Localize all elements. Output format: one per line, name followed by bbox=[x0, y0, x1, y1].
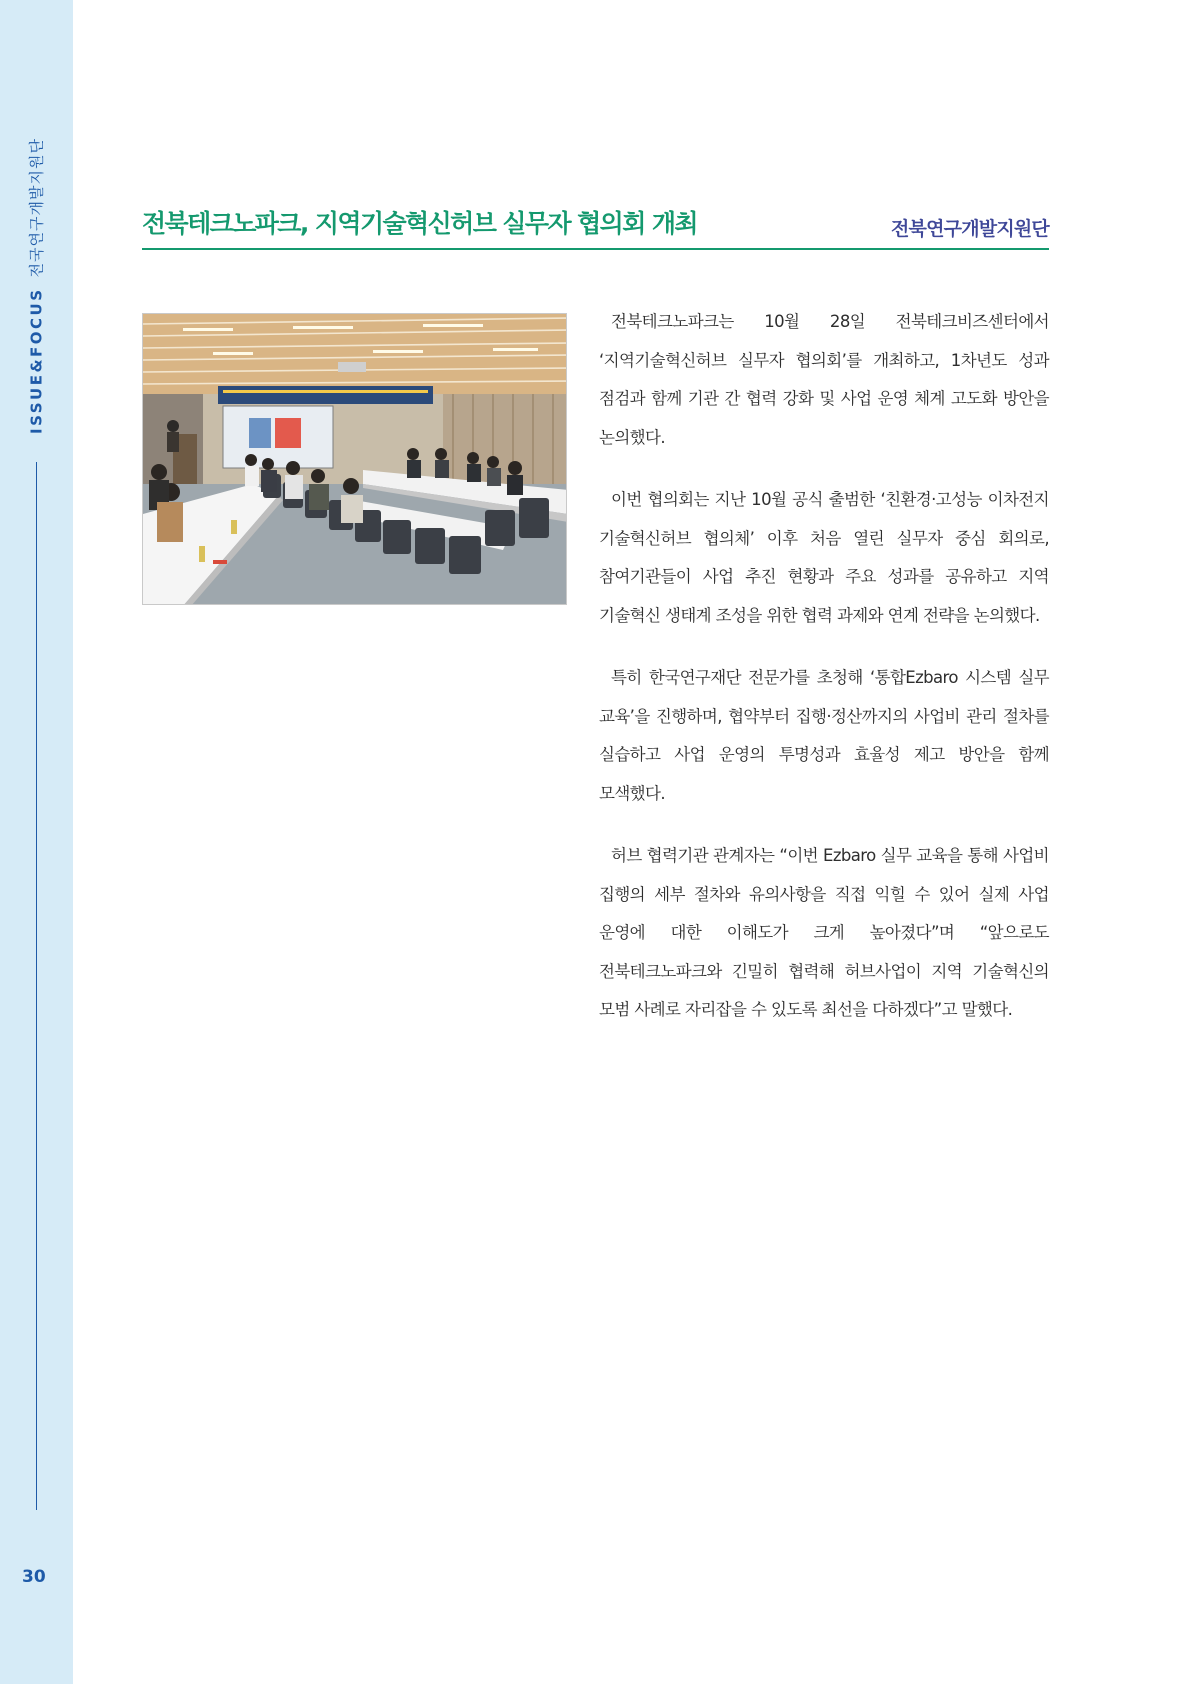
article-body bbox=[599, 303, 1049, 1054]
page-number: 30 bbox=[22, 1567, 46, 1587]
paragraph-3: 특히 한국연구재단 전문가를 초청해 ‘통합Ezbaro 시스템 실무 교육’을 진행하며, 협약부터 집행·정산까지의 사업비 관리 절차를 실습하고 사업 운영의 투명성과 효율성 제고 방안을 함께 모색했다. bbox=[599, 668, 1049, 803]
issue-focus-label: ISSUE&FOCUS bbox=[27, 287, 46, 434]
article-title: 전북테크노파크, 지역기술혁신허브 실무자 협의회 개최 bbox=[142, 209, 697, 238]
section-label bbox=[26, 138, 47, 434]
paragraph-1: 전북테크노파크는 10월 28일 전북테크비즈센터에서 ‘지역기술혁신허브 실무자 협의회’를 개최하고, 1차년도 성과 점검과 함께 기관 간 협력 강화 및 사업 운영 체계 고도화 방안을 논의했다. bbox=[599, 312, 1049, 447]
paragraph-4: 허브 협력기관 관계자는 “이번 Ezbaro 실무 교육을 통해 사업비 집행의 세부 절차와 유의사항을 직접 익힐 수 있어 실제 사업 운영에 대한 이해도가 크게 높아졌다”며 “앞으로도 전북테크노파크와 긴밀히 협력해 허브사업이 지역 기술혁신의 모범 사례로 자리잡을 수 있도록 최선을 다하겠다”고 말했다. bbox=[599, 846, 1049, 1019]
conference-photo bbox=[142, 313, 567, 605]
conference-meeting-photo-icon bbox=[143, 314, 567, 605]
sidebar-org-label: 전국연구개발지원단 bbox=[27, 138, 46, 278]
title-divider bbox=[142, 248, 1049, 250]
article-organization: 전북연구개발지원단 bbox=[891, 218, 1049, 240]
paragraph-2: 이번 협의회는 지난 10월 공식 출범한 ‘친환경·고성능 이차전지 기술혁신허브 협의체’ 이후 처음 열린 실무자 중심 회의로, 참여기관들이 사업 추진 현황과 주요 성과를 공유하고 지역 기술혁신 생태계 조성을 위한 협력 과제와 연계 전략을 논의했다. bbox=[599, 490, 1049, 625]
sidebar-divider bbox=[36, 462, 37, 1510]
sidebar bbox=[0, 0, 73, 1684]
